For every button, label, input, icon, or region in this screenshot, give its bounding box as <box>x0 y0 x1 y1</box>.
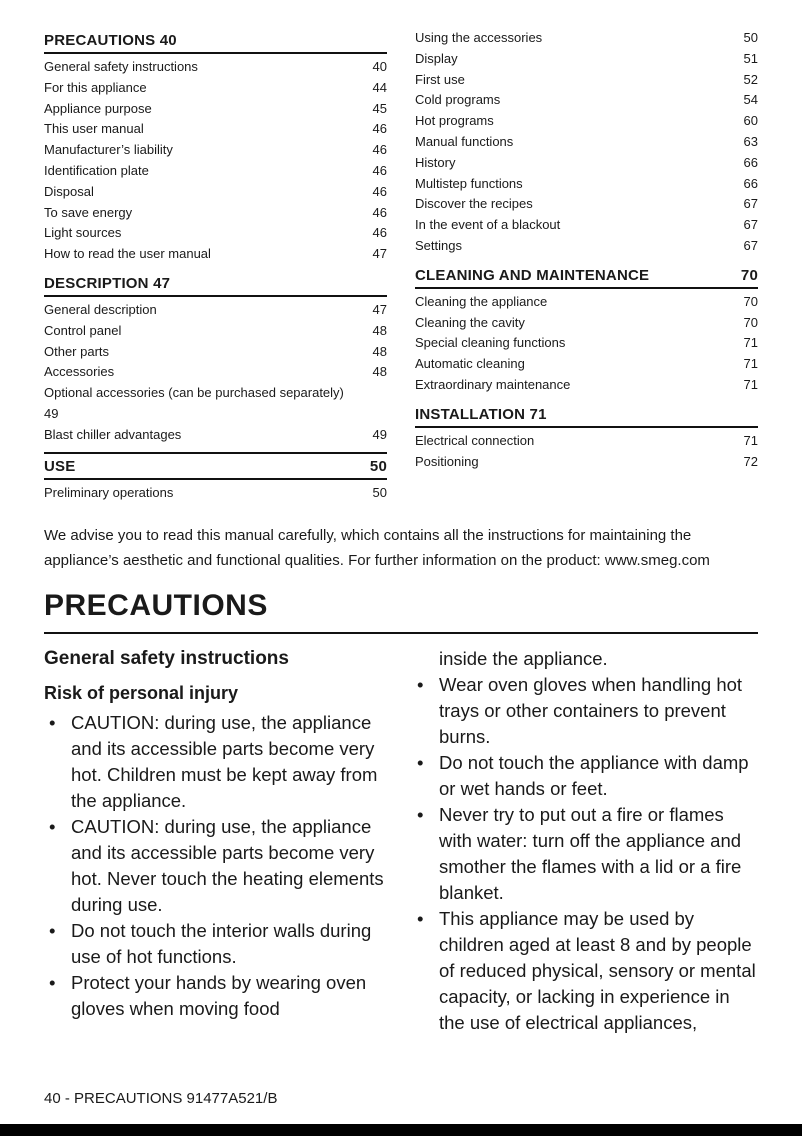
toc-section-heading <box>44 28 387 54</box>
bullet-list-right <box>412 672 758 1036</box>
toc-section-title: INSTALLATION 71 <box>415 405 547 423</box>
toc-entry <box>44 362 387 383</box>
toc-entry-page: 46 <box>372 162 387 178</box>
bottom-black-bar <box>0 1124 802 1136</box>
toc-section-page: 70 <box>740 266 758 284</box>
toc-entry-label: Extraordinary maintenance <box>415 376 571 392</box>
body-left-column <box>44 646 390 1036</box>
bullet-marker: • <box>49 816 56 838</box>
toc-entry-label: For this appliance <box>44 79 147 95</box>
toc-entry <box>44 383 387 425</box>
toc-entry-label: Light sources <box>44 225 122 241</box>
toc-entry-page: 70 <box>743 314 758 330</box>
toc-entry-page: 71 <box>743 335 758 351</box>
toc-entry-label: Accessories <box>44 364 115 380</box>
toc-entry-page: 47 <box>372 246 387 262</box>
toc-entry <box>44 425 387 446</box>
toc-entry-page: 46 <box>372 204 387 220</box>
toc-section-title: CLEANING AND MAINTENANCE <box>415 266 650 284</box>
continuation-text: inside the appliance. <box>439 648 608 670</box>
toc-section-title: USE <box>44 457 76 475</box>
toc-entry <box>415 452 758 473</box>
toc-entry-page: 46 <box>372 225 387 241</box>
bullet-text: Protect your hands by wearing oven gloves when moving food <box>71 972 367 1020</box>
toc-entry <box>415 236 758 257</box>
toc-entry <box>44 161 387 182</box>
bullet-marker: • <box>417 752 424 774</box>
toc-entry <box>415 111 758 132</box>
toc-entry <box>44 300 387 321</box>
bullet-text: Do not touch the appliance with damp or wet hands or feet. <box>439 752 749 800</box>
toc-entry-label: Manual functions <box>415 133 514 149</box>
toc-entry-page: 71 <box>743 356 758 372</box>
toc-entry-page: 45 <box>372 100 387 116</box>
bullet-item <box>417 750 758 802</box>
toc-entry <box>44 57 387 78</box>
toc-entry <box>44 244 387 265</box>
toc-entry-label: History <box>415 154 456 170</box>
bullet-item <box>49 710 390 814</box>
toc-entry-page: 48 <box>372 343 387 359</box>
toc-entry <box>44 203 387 224</box>
toc-entry-label: Manufacturer’s liability <box>44 142 173 158</box>
toc-entry-label: General description <box>44 301 157 317</box>
toc-entry <box>415 333 758 354</box>
toc-entry <box>415 132 758 153</box>
toc-entry-label: Display <box>415 50 458 66</box>
toc-section-heading <box>44 452 387 480</box>
toc-entry-page: 67 <box>743 196 758 212</box>
toc-entry <box>415 292 758 313</box>
chapter-title: PRECAUTIONS <box>44 589 758 634</box>
bullet-list-left <box>44 710 390 1022</box>
toc-entry-page: 72 <box>743 453 758 469</box>
toc-entry <box>44 99 387 120</box>
bullet-marker: • <box>417 804 424 826</box>
toc-entry-label: Other parts <box>44 343 110 359</box>
toc-entry-label: Using the accessories <box>415 30 543 45</box>
toc-entry <box>44 119 387 140</box>
toc-entry-label: Discover the recipes <box>415 196 533 212</box>
table-of-contents <box>44 28 758 503</box>
toc-entry-label: Disposal <box>44 183 94 199</box>
toc-entry-page: 44 <box>372 79 387 95</box>
toc-entry-page: 49 <box>44 405 59 421</box>
subsection-heading: Risk of personal injury <box>44 683 239 704</box>
toc-entry <box>44 342 387 363</box>
toc-entry-page: 48 <box>372 322 387 338</box>
toc-entry-label: To save energy <box>44 204 133 220</box>
toc-entry-label: Cold programs <box>415 92 501 108</box>
toc-entry-label: This user manual <box>44 121 144 137</box>
toc-section-heading <box>415 263 758 289</box>
bullet-text: Do not touch the interior walls during use of hot functions. <box>71 920 372 968</box>
toc-section-heading <box>44 271 387 297</box>
toc-entry <box>415 49 758 70</box>
toc-left-column <box>44 28 387 503</box>
toc-entry-label: First use <box>415 71 465 87</box>
toc-section-title: PRECAUTIONS 40 <box>44 32 177 49</box>
toc-entry-label: Automatic cleaning <box>415 356 525 372</box>
toc-entry <box>415 90 758 111</box>
toc-entry-page: 67 <box>743 217 758 233</box>
toc-entry <box>44 78 387 99</box>
bullet-marker: • <box>417 674 424 696</box>
bullet-marker: • <box>49 712 56 734</box>
toc-entry-label: Cleaning the appliance <box>415 293 548 309</box>
toc-entry <box>415 28 758 49</box>
toc-entry <box>415 313 758 334</box>
bullet-item <box>417 802 758 906</box>
bullet-item <box>49 970 390 1022</box>
body-right-column <box>412 646 758 1036</box>
toc-entry-page: 70 <box>743 293 758 309</box>
toc-entry-label: Cleaning the cavity <box>415 314 525 330</box>
toc-entry-page: 71 <box>743 432 758 448</box>
toc-entry-page: 63 <box>743 133 758 149</box>
toc-entry-label: In the event of a blackout <box>415 217 561 233</box>
bullet-marker: • <box>417 908 424 930</box>
bullet-item <box>417 906 758 1036</box>
toc-entry-label: Electrical connection <box>415 432 535 448</box>
page-footer: 40 - PRECAUTIONS 91477A521/B <box>44 1090 278 1107</box>
toc-entry-page: 67 <box>743 237 758 253</box>
toc-section-heading <box>415 402 758 428</box>
bullet-text: CAUTION: during use, the appliance and its accessible parts become very hot. Children must be kept away from the appliance. <box>71 712 378 812</box>
intro-paragraph: We advise you to read this manual carefully, which contains all the instructions for maintaining the appliance’s aesthetic and functional qualities. For further information on the product: www.smeg.com <box>44 527 710 570</box>
toc-entry-page: 71 <box>743 376 758 392</box>
bullet-item <box>49 814 390 918</box>
toc-entry-page: 40 <box>372 59 387 74</box>
toc-entry-label: General safety instructions <box>44 59 198 74</box>
body-columns <box>44 646 758 1036</box>
toc-entry <box>415 153 758 174</box>
toc-entry-label: Positioning <box>415 453 479 469</box>
toc-entry <box>44 140 387 161</box>
toc-entry-label: Appliance purpose <box>44 100 152 116</box>
toc-entry-label: Hot programs <box>415 113 494 129</box>
toc-entry-label: Preliminary operations <box>44 484 174 500</box>
bullet-marker: • <box>49 972 56 994</box>
bullet-item <box>417 672 758 750</box>
toc-entry-page: 66 <box>743 154 758 170</box>
toc-entry-label: Control panel <box>44 322 122 338</box>
toc-entry-label: Identification plate <box>44 162 149 178</box>
toc-entry-page: 66 <box>743 175 758 191</box>
toc-entry-page: 47 <box>372 301 387 317</box>
section-heading: General safety instructions <box>44 648 289 670</box>
bullet-text: Wear oven gloves when handling hot trays or other containers to prevent burns. <box>439 674 743 748</box>
toc-entry-label: Multistep functions <box>415 175 523 191</box>
toc-entry-page: 46 <box>372 183 387 199</box>
bullet-text: CAUTION: during use, the appliance and its accessible parts become very hot. Never touch the heating elements during use. <box>71 816 384 916</box>
toc-entry-label: Blast chiller advantages <box>44 426 182 442</box>
bullet-text: Never try to put out a fire or flames with water: turn off the appliance and smother the flames with a lid or a fire blanket. <box>439 804 742 904</box>
toc-entry-label: How to read the user manual <box>44 246 211 262</box>
toc-entry <box>44 483 387 504</box>
toc-entry-label: Settings <box>415 237 462 253</box>
toc-section-page: 50 <box>369 457 387 475</box>
toc-entry-page: 48 <box>372 364 387 380</box>
toc-entry-label: Special cleaning functions <box>415 335 566 351</box>
toc-entry <box>415 70 758 91</box>
toc-entry-page: 51 <box>743 50 758 66</box>
toc-entry-page: 46 <box>372 142 387 158</box>
toc-entry <box>415 431 758 452</box>
bullet-text: This appliance may be used by children aged at least 8 and by people of reduced physical, sensory or mental capacity, or lacking in experience in the use of electrical appliances, <box>439 908 756 1034</box>
toc-entry-page: 50 <box>743 30 758 45</box>
toc-entry-label: Optional accessories (can be purchased separately) <box>44 385 344 401</box>
toc-entry-page: 50 <box>372 484 387 500</box>
toc-entry <box>415 194 758 215</box>
bullet-marker: • <box>49 920 56 942</box>
toc-entry-page: 54 <box>743 92 758 108</box>
bullet-item <box>49 918 390 970</box>
toc-entry <box>415 354 758 375</box>
toc-entry-page: 46 <box>372 121 387 137</box>
toc-entry <box>44 321 387 342</box>
toc-entry <box>44 223 387 244</box>
toc-entry <box>415 215 758 236</box>
toc-right-column <box>415 28 758 503</box>
toc-entry-page: 49 <box>372 426 387 442</box>
toc-section-title: DESCRIPTION 47 <box>44 274 171 292</box>
toc-entry <box>415 174 758 195</box>
toc-entry-page: 60 <box>743 113 758 129</box>
toc-entry-page: 52 <box>743 71 758 87</box>
toc-entry <box>415 375 758 396</box>
toc-entry <box>44 182 387 203</box>
